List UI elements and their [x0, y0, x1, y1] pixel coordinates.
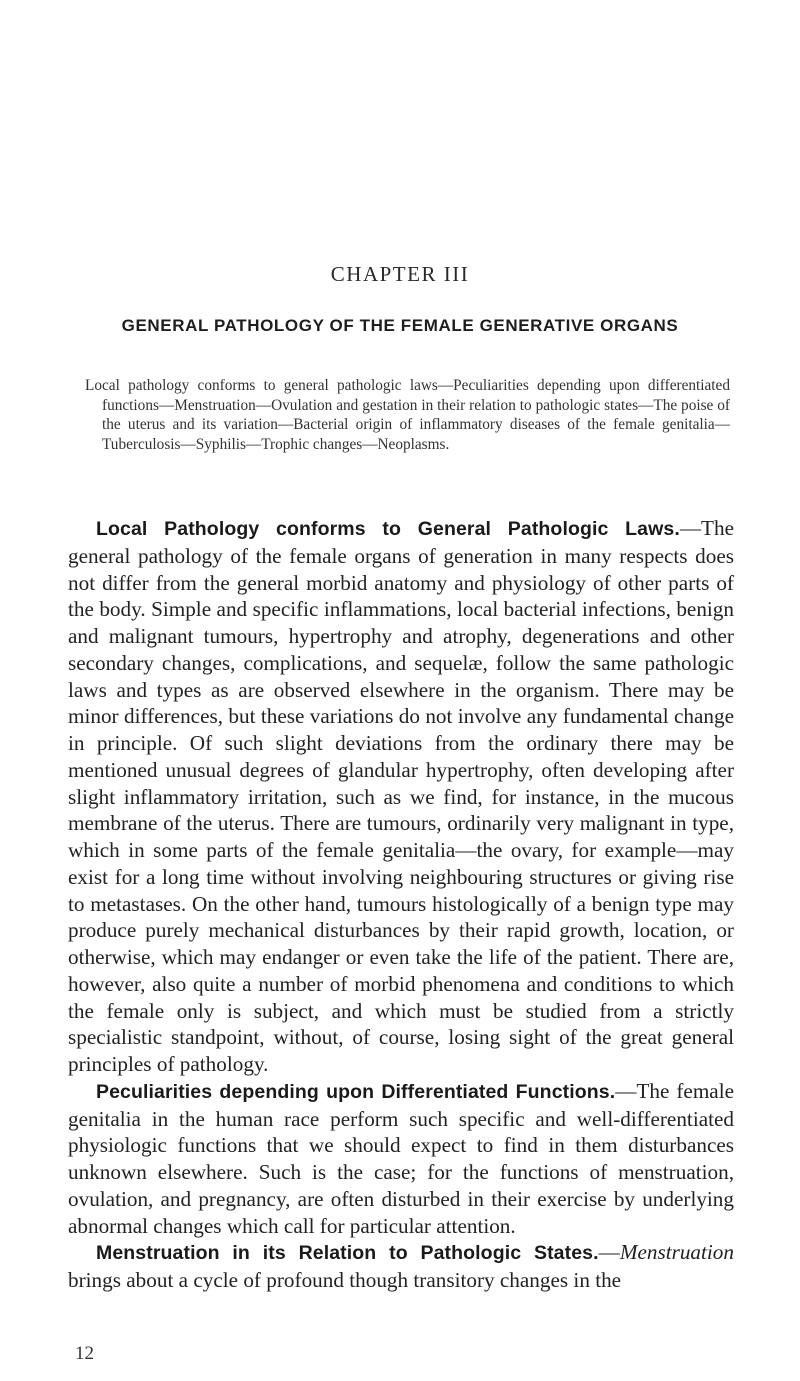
paragraph-peculiarities: [68, 1078, 734, 1240]
body-text: [68, 515, 734, 1294]
italic-term: Menstruation: [619, 1240, 734, 1265]
side-heading-menstruation: Menstruation in its Relation to Pathologic States.: [96, 1242, 599, 1265]
paragraph-text: brings about a cycle of profound though transitory changes in the: [68, 1268, 622, 1292]
paragraph-text: —The general pathology of the female organs of generation in many respects does not differ from the general morbid anatomy and physiology of other parts of the body. Simple and specific inflammations, local bacterial infections, benign and malignant tumours, hypertrophy and atrophy, degenerations and other secondary changes, complications, and sequelæ, follow the same pathologic laws and types as are observed elsewhere in the organism. There may be minor differences, but these variations do not involve any fundamental change in principle. Of such slight deviations from the ordinary there may be mentioned unusual degrees of glandular hypertrophy, often developing after slight inflammatory irritation, such as we find, for instance, in the mucous membrane of the uterus. There are tumours, ordinarily very malignant in type, which in some parts of the female genitalia—the ovary, for example—may exist for a long time without involving neighbouring structures or giving rise to metastases. On the other hand, tumours histologically of a benign type may produce purely mechanical disturbances by their rapid growth, location, or otherwise, which may endanger or even take the life of the patient. There are, however, also quite a number of morbid phenomena and conditions to which the female only is subject, and which must be studied from a strictly specialistic standpoint, without, of course, losing sight of the great general principles of pathology.: [68, 516, 734, 1076]
paragraph-local-pathology: [68, 515, 734, 1078]
chapter-summary: Local pathology conforms to general pathologic laws—Peculiarities depending upon differentiated functions—Menstruation—Ovulation and gestation in their relation to pathologic states—The poise of the uterus and its variation—Bacterial origin of inflammatory diseases of the female genitalia—Tuberculosis—Syphilis—Trophic changes—Neoplasms.: [85, 377, 730, 453]
dash: —: [598, 1240, 620, 1265]
section-title: GENERAL PATHOLOGY OF THE FEMALE GENERATIVE ORGANS: [121, 316, 679, 335]
page-number: 12: [75, 1343, 94, 1364]
paragraph-text: —The female genitalia in the human race perform such specific and well-differentiated physiologic functions that we should expect to find in them disturbances unknown elsewhere. Such is the case; for the functions of menstruation, ovulation, and pregnancy, are often disturbed in their exercise by underlying abnormal changes which call for particular attention.: [68, 1078, 735, 1238]
side-heading-peculiarities: Peculiarities depending upon Differentiated Functions.: [96, 1080, 616, 1103]
chapter-title: CHAPTER III: [330, 262, 470, 286]
paragraph-menstruation: [68, 1239, 734, 1294]
side-heading-local-pathology: Local Pathology conforms to General Pathologic Laws.: [96, 518, 680, 540]
